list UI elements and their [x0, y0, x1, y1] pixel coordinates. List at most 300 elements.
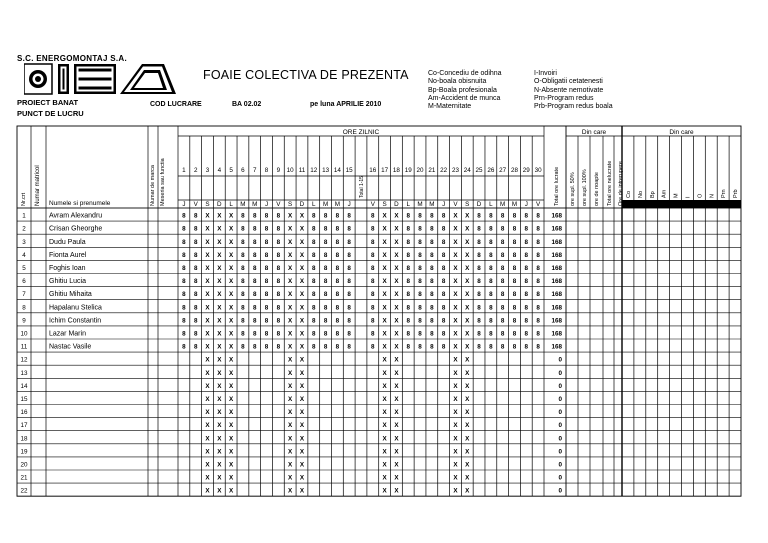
total-ore-value: 0	[558, 369, 562, 377]
day-value: X	[217, 382, 222, 390]
nr-marca-header: Numar de marca	[150, 165, 156, 206]
day-value: 8	[182, 317, 186, 325]
day-value: 8	[312, 278, 316, 286]
day-value: 8	[335, 304, 340, 312]
day-value: X	[453, 382, 458, 390]
day-number: 11	[298, 167, 306, 174]
day-value: 8	[252, 251, 257, 259]
day-value: X	[453, 422, 458, 430]
day-value: 8	[430, 238, 434, 246]
day-value: X	[299, 382, 305, 390]
day-value: 8	[418, 251, 422, 259]
day-value: X	[205, 212, 210, 220]
day-value: 8	[441, 225, 446, 233]
day-value: X	[217, 330, 222, 338]
day-value: 8	[276, 278, 281, 286]
day-value: 8	[512, 330, 517, 338]
day-letter: V	[535, 201, 541, 208]
total-ore-value: 0	[558, 435, 562, 443]
day-value: X	[205, 238, 210, 246]
day-value: 8	[347, 212, 351, 220]
day-value: X	[465, 317, 470, 325]
day-value: 8	[441, 291, 446, 299]
day-value: 8	[418, 343, 422, 351]
day-value: 8	[264, 212, 269, 220]
day-value: 8	[441, 251, 446, 259]
legend-item: I-Invoiri	[534, 70, 557, 77]
day-value: 8	[489, 304, 493, 312]
day-value: 8	[524, 251, 529, 259]
day-value: 8	[512, 343, 517, 351]
day-value: 8	[276, 317, 281, 325]
day-value: 8	[489, 251, 493, 259]
day-number: 3	[205, 167, 210, 174]
day-value: X	[217, 251, 222, 259]
day-value: 8	[524, 212, 529, 220]
day-value: 8	[241, 343, 245, 351]
day-value: 8	[418, 291, 422, 299]
day-value: X	[299, 330, 305, 338]
day-value: 8	[477, 343, 481, 351]
supl-header: ore supl. 50%	[570, 172, 576, 206]
day-value: X	[288, 212, 293, 220]
day-value: X	[382, 356, 387, 364]
employee-name: Fionta Aurel	[49, 251, 87, 259]
day-value: 8	[536, 330, 540, 338]
day-value: 8	[430, 278, 434, 286]
day-value: 8	[264, 343, 269, 351]
day-value: X	[229, 422, 234, 430]
day-value: X	[394, 251, 399, 259]
day-value: 8	[430, 317, 434, 325]
day-value: 8	[252, 225, 257, 233]
day-value: 8	[406, 238, 410, 246]
day-value: X	[299, 435, 305, 443]
row-number: 4	[22, 251, 26, 259]
day-value: X	[394, 448, 399, 456]
total-ore-value: 168	[551, 251, 562, 259]
supl-header: Total ore nelucrate	[607, 160, 613, 206]
day-value: 8	[441, 343, 446, 351]
day-value: 8	[371, 291, 375, 299]
day-value: 8	[371, 225, 375, 233]
day-number: 19	[404, 167, 412, 174]
day-value: X	[465, 291, 470, 299]
day-value: X	[217, 448, 222, 456]
day-value: 8	[241, 330, 245, 338]
day-value: 8	[441, 238, 446, 246]
employee-name: Ghitiu Mihaita	[49, 291, 92, 299]
day-value: 8	[252, 330, 257, 338]
day-value: 8	[276, 343, 281, 351]
day-value: 8	[193, 304, 198, 312]
day-value: 8	[241, 238, 245, 246]
day-value: X	[394, 291, 399, 299]
day-value: X	[382, 409, 387, 417]
day-number: 25	[475, 167, 483, 174]
day-letter: S	[382, 201, 387, 208]
day-value: 8	[512, 291, 517, 299]
day-value: 8	[252, 278, 257, 286]
absence-code-header: Prb	[733, 189, 740, 198]
day-value: X	[465, 225, 470, 233]
day-value: 8	[264, 291, 269, 299]
day-value: X	[453, 291, 458, 299]
day-value: 8	[430, 330, 434, 338]
day-value: X	[394, 487, 399, 495]
day-value: 8	[477, 225, 481, 233]
row-number: 22	[20, 487, 28, 495]
day-value: 8	[182, 304, 186, 312]
day-value: 8	[418, 330, 422, 338]
day-value: 8	[430, 265, 434, 272]
day-value: 8	[264, 278, 269, 286]
day-letter: J	[182, 201, 186, 208]
total-ore-header: Total ore lucrate	[554, 166, 560, 206]
day-value: X	[465, 251, 470, 259]
day-value: 8	[524, 291, 529, 299]
day-value: 8	[193, 330, 198, 338]
day-value: 8	[406, 343, 410, 351]
employee-name: Lazar Marin	[49, 330, 86, 338]
day-letter: V	[193, 201, 198, 208]
day-value: 8	[512, 238, 517, 246]
day-value: X	[299, 278, 305, 286]
day-value: X	[288, 265, 293, 272]
day-value: 8	[489, 212, 493, 220]
day-value: X	[205, 369, 210, 377]
day-value: 8	[512, 251, 517, 259]
absence-code-header: I	[685, 196, 692, 198]
day-value: 8	[489, 265, 493, 272]
day-value: 8	[441, 317, 446, 325]
day-letter: D	[394, 201, 399, 208]
total-ore-value: 168	[551, 291, 562, 299]
day-value: X	[465, 409, 470, 417]
day-value: X	[217, 422, 222, 430]
day-number: 1	[182, 167, 186, 174]
day-value: X	[382, 330, 387, 338]
day-value: X	[217, 278, 222, 286]
day-value: 8	[536, 291, 540, 299]
day-value: X	[217, 343, 222, 351]
day-value: X	[229, 317, 234, 325]
day-value: 8	[371, 304, 375, 312]
day-value: 8	[241, 265, 245, 272]
day-value: 8	[524, 278, 529, 286]
day-value: 8	[489, 278, 493, 286]
day-value: 8	[276, 304, 281, 312]
day-value: 8	[276, 265, 281, 272]
day-value: 8	[406, 317, 410, 325]
day-value: X	[205, 382, 210, 390]
day-value: 8	[489, 291, 493, 299]
day-value: 8	[252, 317, 257, 325]
day-number: 30	[534, 167, 542, 174]
day-value: X	[288, 435, 293, 443]
day-value: X	[394, 474, 399, 482]
day-value: X	[205, 487, 210, 495]
day-value: 8	[536, 278, 540, 286]
row-number: 13	[20, 369, 28, 377]
day-value: 8	[418, 278, 422, 286]
day-value: X	[299, 225, 305, 233]
day-value: 8	[441, 304, 446, 312]
day-value: X	[394, 317, 399, 325]
day-value: X	[229, 343, 234, 351]
day-value: 8	[536, 265, 540, 272]
day-number: 27	[499, 167, 507, 174]
day-value: 8	[335, 251, 340, 259]
day-value: 8	[371, 330, 375, 338]
day-value: X	[229, 448, 234, 456]
day-value: 8	[418, 317, 422, 325]
day-letter: M	[252, 201, 258, 208]
day-value: 8	[477, 278, 481, 286]
day-value: X	[229, 474, 234, 482]
day-value: X	[394, 265, 399, 272]
day-letter: D	[476, 201, 482, 208]
day-value: 8	[371, 343, 375, 351]
day-value: 8	[276, 212, 281, 220]
day-value: 8	[524, 343, 529, 351]
day-letter: J	[264, 201, 269, 208]
day-value: 8	[489, 343, 493, 351]
day-value: 8	[371, 212, 375, 220]
day-value: 8	[347, 238, 351, 246]
day-value: 8	[347, 330, 351, 338]
day-value: 8	[182, 212, 186, 220]
day-value: 8	[323, 212, 328, 220]
day-value: 8	[477, 265, 481, 272]
employee-name: Crisan Gheorghe	[49, 225, 103, 233]
day-value: 8	[264, 265, 269, 272]
day-value: X	[299, 317, 305, 325]
legend-item: Prn-Program redus	[534, 94, 594, 102]
day-value: 8	[430, 291, 434, 299]
day-value: 8	[193, 278, 198, 286]
day-value: X	[453, 317, 458, 325]
day-value: 8	[512, 317, 517, 325]
day-value: 8	[252, 291, 257, 299]
day-value: X	[299, 212, 305, 220]
cod-lucrare-value: BA 02.02	[232, 101, 262, 108]
day-value: X	[382, 238, 387, 246]
day-value: 8	[500, 304, 505, 312]
day-value: 8	[193, 212, 198, 220]
employee-name: Ichim Constantin	[49, 317, 102, 325]
day-letter: M	[417, 201, 423, 208]
day-value: X	[205, 330, 210, 338]
day-value: X	[465, 422, 470, 430]
day-value: 8	[264, 317, 269, 325]
day-value: X	[229, 409, 234, 417]
day-value: X	[465, 265, 470, 272]
day-value: 8	[335, 212, 340, 220]
day-value: X	[229, 291, 234, 299]
day-number: 22	[440, 167, 448, 174]
day-value: 8	[335, 317, 340, 325]
day-value: 8	[276, 291, 281, 299]
day-value: X	[205, 225, 210, 233]
day-value: X	[229, 304, 234, 312]
day-number: 12	[310, 167, 318, 174]
day-value: 8	[489, 330, 493, 338]
day-value: X	[205, 343, 210, 351]
day-value: 8	[406, 304, 410, 312]
day-value: X	[394, 435, 399, 443]
day-value: X	[465, 435, 470, 443]
day-value: 8	[312, 212, 316, 220]
absence-code-header: Am	[661, 189, 668, 198]
day-letter: L	[406, 201, 410, 208]
day-value: X	[465, 330, 470, 338]
day-value: X	[382, 212, 387, 220]
period-label: pe luna APRILIE 2010	[310, 101, 382, 108]
day-value: 8	[312, 291, 316, 299]
day-value: 8	[264, 238, 269, 246]
day-value: 8	[371, 265, 375, 272]
day-value: 8	[500, 225, 505, 233]
day-number: 14	[333, 167, 341, 174]
day-value: X	[299, 448, 305, 456]
day-number: 7	[252, 167, 257, 174]
day-value: X	[394, 382, 399, 390]
day-letter: S	[288, 201, 293, 208]
day-number: 15	[345, 167, 353, 174]
row-number: 3	[22, 238, 26, 246]
day-number: 18	[392, 167, 400, 174]
day-value: X	[229, 225, 234, 233]
day-value: X	[453, 461, 458, 469]
day-value: 8	[500, 317, 505, 325]
day-letter: L	[489, 201, 493, 208]
day-value: X	[217, 369, 222, 377]
day-value: 8	[347, 225, 351, 233]
day-value: 8	[536, 212, 540, 220]
day-value: 8	[323, 291, 328, 299]
day-letter: L	[312, 201, 316, 208]
day-value: X	[299, 461, 305, 469]
day-value: X	[229, 330, 234, 338]
employee-name: Ghitiu Lucia	[49, 278, 86, 286]
day-value: 8	[241, 212, 245, 220]
day-value: 8	[182, 278, 186, 286]
day-value: 8	[347, 317, 351, 325]
day-value: X	[229, 265, 234, 272]
day-value: 8	[536, 251, 540, 259]
day-value: X	[205, 435, 210, 443]
absence-code-header: No	[637, 190, 644, 198]
day-value: X	[394, 212, 399, 220]
day-value: 8	[418, 304, 422, 312]
total-ore-value: 168	[551, 343, 562, 351]
day-value: 8	[524, 265, 529, 272]
day-value: 8	[323, 330, 328, 338]
day-value: 8	[276, 251, 281, 259]
project-line-1: PROIECT BANAT	[17, 98, 79, 107]
day-value: X	[217, 409, 222, 417]
ore-zilnic-header: ORE ZILNIC	[342, 129, 380, 136]
day-value: X	[288, 422, 293, 430]
day-value: X	[217, 356, 222, 364]
day-value: X	[394, 225, 399, 233]
day-value: 8	[323, 251, 328, 259]
day-value: 8	[276, 225, 281, 233]
day-value: X	[394, 422, 399, 430]
day-value: X	[465, 474, 470, 482]
day-value: X	[453, 225, 458, 233]
day-letter: S	[205, 201, 210, 208]
day-value: 8	[182, 225, 186, 233]
day-number: 13	[322, 167, 330, 174]
day-value: 8	[193, 238, 198, 246]
day-value: X	[382, 265, 387, 272]
day-value: 8	[441, 278, 446, 286]
row-number: 5	[22, 265, 26, 272]
day-value: 8	[418, 225, 422, 233]
day-value: X	[382, 382, 387, 390]
employee-name: Foghis Ioan	[49, 265, 86, 272]
day-value: 8	[477, 304, 481, 312]
day-value: 8	[312, 317, 316, 325]
day-value: X	[382, 461, 387, 469]
day-value: 8	[524, 317, 529, 325]
day-value: X	[453, 278, 458, 286]
day-value: X	[205, 461, 210, 469]
day-value: 8	[347, 251, 351, 259]
day-value: X	[229, 278, 234, 286]
day-value: X	[217, 225, 222, 233]
total-ore-value: 0	[558, 409, 562, 417]
day-value: X	[453, 487, 458, 495]
day-value: X	[299, 238, 305, 246]
day-letter: D	[299, 201, 305, 208]
day-value: 8	[418, 265, 422, 272]
day-number: 5	[229, 167, 233, 174]
day-value: X	[394, 330, 399, 338]
day-value: 8	[276, 238, 281, 246]
day-letter: V	[370, 201, 375, 208]
day-value: 8	[371, 251, 375, 259]
row-number: 18	[20, 435, 28, 443]
day-value: X	[299, 304, 305, 312]
day-value: X	[453, 356, 458, 364]
day-value: X	[394, 409, 399, 417]
day-number: 4	[217, 167, 222, 174]
day-value: X	[299, 356, 305, 364]
day-value: X	[288, 291, 293, 299]
total-ore-value: 0	[558, 448, 562, 456]
day-value: 8	[418, 212, 422, 220]
day-value: 8	[347, 278, 351, 286]
day-value: X	[382, 435, 387, 443]
day-value: 8	[477, 291, 481, 299]
day-value: 8	[264, 304, 269, 312]
day-value: X	[229, 435, 234, 443]
day-value: 8	[182, 291, 186, 299]
day-value: X	[217, 396, 222, 403]
day-value: X	[217, 487, 222, 495]
row-number: 10	[20, 330, 28, 338]
day-value: 8	[193, 225, 198, 233]
day-value: 8	[252, 304, 257, 312]
day-value: X	[382, 448, 387, 456]
absence-code-header: Bp	[649, 191, 656, 198]
day-value: X	[465, 461, 470, 469]
day-value: 8	[430, 225, 434, 233]
day-value: X	[288, 409, 293, 417]
